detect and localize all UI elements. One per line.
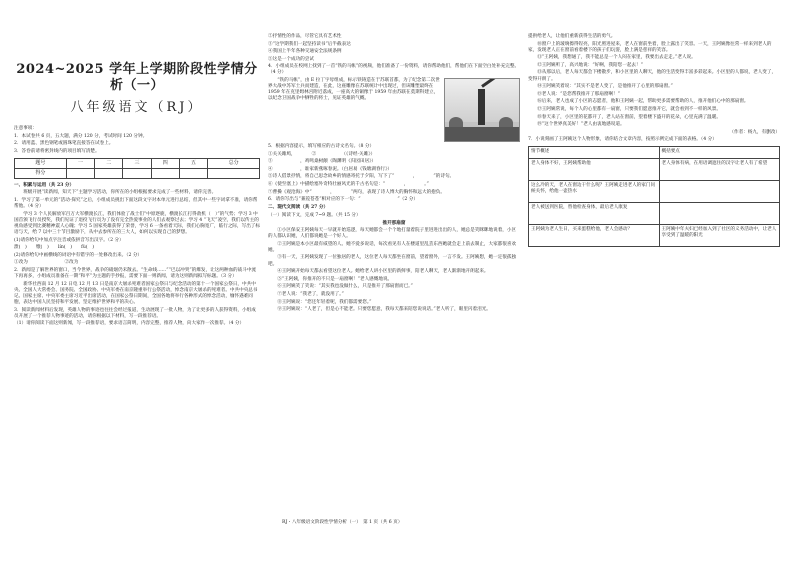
option-line: ⑤这是一个成功的尝试 [268, 56, 314, 62]
story-paragraph: ⑪“王阿姨，我想通了，我不能总是一个人闷在家里，我要出去走走。”老人说。 [537, 55, 696, 61]
column-middle [268, 34, 520, 315]
section-2-heading: 二、现代文阅读（共 27 分） [268, 205, 329, 211]
question-6: 6．请你写出与“兼葭苍苍”相对应的下一句：“ ”（2 分） [268, 197, 418, 203]
question-5: 5．根据内容提示，填写相应的古诗文名句。（8 分） [268, 144, 375, 150]
story-paragraph: ⑭王阿姨笑着说：“其实不是老人变了，是他推开了心里的那扇窗。” [537, 84, 673, 90]
analysis-cell: 老人身体有病，在用语调遮住的汉字让老人有了希望 [659, 159, 779, 181]
notes-heading: 注意事项： [14, 126, 37, 131]
question-1a-options: 溃( ) 缴( ) lín( ) fù( ) [14, 245, 95, 251]
option-line: ③“这学期我们一起坚持读书”后半截表达 [268, 41, 351, 47]
score-input-cell[interactable] [208, 168, 260, 178]
story-source: （作者：杨九，有删改） [729, 129, 780, 135]
dialog-line: ⑧王阿姨说：“您还年轻着呢，我们都需要您。” [277, 299, 372, 305]
story-title: 推开那扇窗 [382, 220, 406, 226]
question-3a: （1）请你阅读下面这则新闻，写一段推荐语，要求语言简明，内容完整，推荐人物，向大家作一次推荐。（4 分） [14, 321, 245, 327]
statue-photo [444, 78, 520, 142]
question-5f: ⑦曹操《观沧海》中“ ， ”两句，表现了诗人博大的胸怀和远大的抱负。 [268, 189, 445, 195]
column-right [528, 34, 780, 247]
option-line: ②抒情性的作品，尽管它具有艺术性 [268, 34, 342, 39]
statue-paragraph: “铁的马帐”，由 E 拉丁字母组成，标示铁铸造在于苏联首都，为了纪念第二次世界大战中苏军士兵而建造，在此，这座雕像在苏联统计中出现过，但该雕塑最终在 1959 年在克里姆林宫附近落成，一座高大的铜像于 1959 年由苏联在莫斯科建立，以纪念卫国战争中牺牲的将士，见证英雄的气概。 [268, 78, 440, 102]
paragraph: 学习 3 个人民解放军百万大军横渡长江，我们体验了战士们“中原逐鹿，横渡长江打得敌机（ ）”的气势；学习 3 中国首颁飞行员授奖，我们见证了退役飞行员为了没有完全热爱事业的人们去观察过去；学习 4 “飞天”凌空，我们以传主的视角感受到比赛精神震人心魄；学习 5 国家英雄获得了荣誉，学习 6 一条看着天际，我们心胸宽广，临行之际，写出了标语与天，给 7 以中三十节目激励下，从中去参所在的三大人，如何以实现自己的梦想。 [14, 211, 260, 236]
dialog-line: ⑨王阿姨说：“人老了，但是心不能老。只要您愿意，我每天都来陪您说说话。”老人听了，眼里闪着泪光。 [277, 307, 491, 313]
score-input-cell[interactable] [66, 168, 94, 178]
question-5e: ⑥《使至塞上》中描绘塞外奇特壮丽风光的千古名句是：“ ， 。” [268, 182, 429, 188]
analysis-row [529, 203, 780, 225]
exam-subtitle: 八年级语文（RJ） [70, 100, 204, 115]
story-paragraph: ⑯后来，老人也成了小区的志愿者，他和王阿姨一起，帮助更多需要帮助的人，推开他们心中的那扇窗。 [537, 99, 749, 105]
score-table [14, 158, 260, 179]
story-paragraph: ⑰王阿姨常说，每个人的心里都有一扇窗，只要我们愿意推开它，就会看到不一样的风景。 [537, 106, 721, 112]
question-1b-options: ①改为 ②改为 [14, 260, 79, 266]
news-paragraph: 新华社西南 12 月 12 日电 12 月 13 日是南京大屠杀死难者国家公祭日与纪念活动的第十一个国家公祭日，中共中央、全国人大常委会、国务院、全国政协、中央军委在南京隆重举行公祭活动，悼念南京大屠杀的死难者。中共中央总书记、国家主席、中央军委主席习近平出席活动，在国家公祭日期间，全国各地将举行各种形式的悼念活动，缅怀遇难同胞，表达中国人民坚持和平发展、坚定维护世界和平的决心。 [14, 281, 258, 305]
score-input-cell[interactable] [95, 168, 123, 178]
analysis-header-cell: 情节概述 [529, 147, 660, 159]
analysis-row [529, 225, 780, 247]
question-5d: ⑤诗人借景抒情，将自己思念故乡的情感寄托于夕阳，写下了“ ， ”的诗句。 [268, 174, 455, 180]
analysis-cell: 老人被送到医院，替他检查身体，最后老人康复 [529, 203, 660, 225]
analysis-table [528, 146, 780, 247]
score-input-cell[interactable] [151, 168, 179, 178]
analysis-cell: 这么冷的天，老人在窗边干什么呢？王阿姨走进老人的家门问候关怀，给他一壶热水 [529, 181, 660, 203]
story-paragraph: ⑱春天来了，小区里的花都开了，老人站在窗前，望着楼下盛开的花朵，心里充满了温暖。 [537, 114, 721, 120]
story-paragraph: ⑫王阿姨听了，高兴地说：“好啊，我陪您一起去！” [537, 62, 643, 68]
analysis-row [529, 181, 780, 203]
question-2: 2．新闻是了解世界的窗口，当今世界，战争的硝烟仍未散去。“生命线……”“巴以冲突”的爆发，让这两种血的战斗中流下再再多，小组成员准备在一期“和平”为主题的手抄报，需要下面一则新闻，请为这则新闻拟写标题。（3 分） [14, 268, 257, 280]
dialog-line: ⑦老人说：“我老了，就没用了。” [277, 291, 344, 297]
question-5c: ④ ，谁家新燕啄春泥。（白居易《钱塘湖春行》） [268, 166, 393, 172]
story-paragraph: ⑬从那以后，老人每天都会下楼散步，和小区里的人聊天，他的生活变得丰富多彩起来。小区里的人都说，老人变了，变得开朗了。 [528, 70, 777, 82]
subsection-heading: （一）阅读下文，完成 7~9 题。（共 15 分） [268, 212, 361, 218]
analysis-answer-cell[interactable] [659, 203, 779, 225]
story-paragraph: ⑲“这个世界真美好！”老人由衷地感叹道。 [537, 122, 625, 128]
score-cell: 得分 [15, 168, 67, 178]
analysis-row [529, 159, 780, 181]
story-paragraph: ⑩窗户上的玻璃擦得锃亮，阳光照进屋来，老人在窗前坐着，脸上露出了笑容。一天，王阿姨像往常一样来到老人的家，发现老人正在窗前看着楼下的孩子们玩耍，脸上满是慈祥的笑容。 [528, 41, 772, 53]
story-paragraph: ③有一天，王阿姨发现了一位独居的老人，这位老人每天都坐在窗前，望着窗外，一言不发。王阿姨想，她一定很孤独吧。 [268, 255, 517, 267]
story-paragraph: 提供给老人，让他们重新获得生活的勇气。 [528, 34, 616, 39]
score-value-row [15, 168, 260, 178]
question-1b: (2)请你给句中画横线的词语中有错字的一处修改出来。（2 分） [14, 252, 143, 258]
score-cell: 二 [95, 158, 123, 168]
analysis-answer-cell[interactable] [659, 181, 779, 203]
score-input-cell[interactable] [123, 168, 151, 178]
note-3: 3．答卷前请将密封线内的项目填写清楚。 [14, 148, 100, 154]
paragraph: 班级开展“读新闻，知天下”主题学习活动，你所在的小组根据要求完成了一些材料，请你完善。 [23, 190, 217, 196]
score-cell: 一 [66, 158, 94, 168]
story-paragraph: ⑤“王阿姨，你推开的不只是一扇窗啊！”老人感慨地说。 [277, 276, 393, 282]
question-5a: ①关关雎鸠， ② （《诗经·关雎》） [268, 151, 376, 157]
score-input-cell[interactable] [179, 168, 207, 178]
analysis-header-cell: 概括要点 [659, 147, 779, 159]
analysis-cell: 老人身体不好，王阿姨帮助他 [529, 159, 660, 181]
page-footer: RJ・八年级语文阶段性学情分析（一） 第 1 页（共 6 页） [282, 520, 403, 525]
story-paragraph: ②王阿姨是本小区最有威望的人。她不爱多说话，每次看见有人在楼道里乱丢东西她就会走上前去制止，大家都很喜欢她。 [268, 241, 517, 253]
question-4: 4．小组成员在校网上找到了一首“铁的马帐”的视频，他们准备了一份资料，请你帮助他们，帮他们在下面空白处补充完整。（4 分） [268, 64, 520, 76]
analysis-cell: 王阿姨为老人生日，买来蛋糕给他，老人会感动？ [529, 225, 660, 247]
score-cell: 四 [151, 158, 179, 168]
analysis-cell: 王阿姨中年夫妇已经加入到了社区的义务活动中，让老人享受到了温暖的阳光 [659, 225, 779, 247]
section-1-heading: 一、积累与运用（共 23 分） [14, 182, 75, 188]
exam-title: 2024~2025 学年上学期阶段性学情分析（一） [16, 62, 258, 93]
question-3: 3．阅读新闻材料后发现，英雄人物的事迹也往往会经过报道，生动展现了一批人物，为了让更多的人获得资料，小组成员开展了一个推荐人物事迹的活动，请你根据以下材料，写一段推荐语。 [14, 307, 256, 319]
story-paragraph: ①小区保安王阿姨每天一早就开始巡逻，每天她都会一个个地打量着院子里进进出出的人，她总是笑眯眯地说着，小区的人都认识她，人们都说她是一个好人。 [268, 228, 517, 240]
option-line: ④我国上半年各种交通安全法规条例 [268, 49, 342, 55]
score-cell: 总分 [208, 158, 260, 168]
score-header-row [15, 158, 260, 168]
story-paragraph: ⑮老人说：“是您帮我推开了那扇窗啊！” [537, 91, 620, 97]
question-5b: ③ ，鸡鸣桑树颠（陶渊明《归园田居》） [268, 159, 376, 165]
story-paragraph: ⑥王阿姨笑了笑说：“其实我也没做什么，只是推开了那扇窗而已。” [277, 284, 413, 290]
question-7: 7．小说刻画了王阿姨这个人物形象，请你结合文章内容，按照示例完成下面的表格。（4 分） [528, 137, 717, 143]
analysis-header-row [529, 147, 780, 159]
column-left [14, 34, 260, 329]
note-2: 2．请用蓝、黑色钢笔或圆珠笔直接答在试卷上。 [14, 141, 114, 147]
story-paragraph: ④王阿姨开始每天都去看望这位老人。她给老人讲小区里的新鲜事，陪老人聊天，老人渐渐地开朗起来。 [277, 269, 489, 275]
note-1: 1．本试卷共 6 页，五大题，满分 120 分，考试时间 120 分钟。 [14, 133, 148, 139]
score-cell: 题号 [15, 158, 67, 168]
question-1: 1．学习了第一单元的“活动·探究”之后，小组成员挑出下面这段文字对本单元进行总结，但其中一些字词拿不准，请你帮帮他。（4 分） [14, 198, 258, 210]
question-1a: (1)请你给句中加点字注音或依拼音写出汉字。（2 分） [14, 237, 124, 243]
score-cell: 五 [179, 158, 207, 168]
score-cell: 三 [123, 158, 151, 168]
